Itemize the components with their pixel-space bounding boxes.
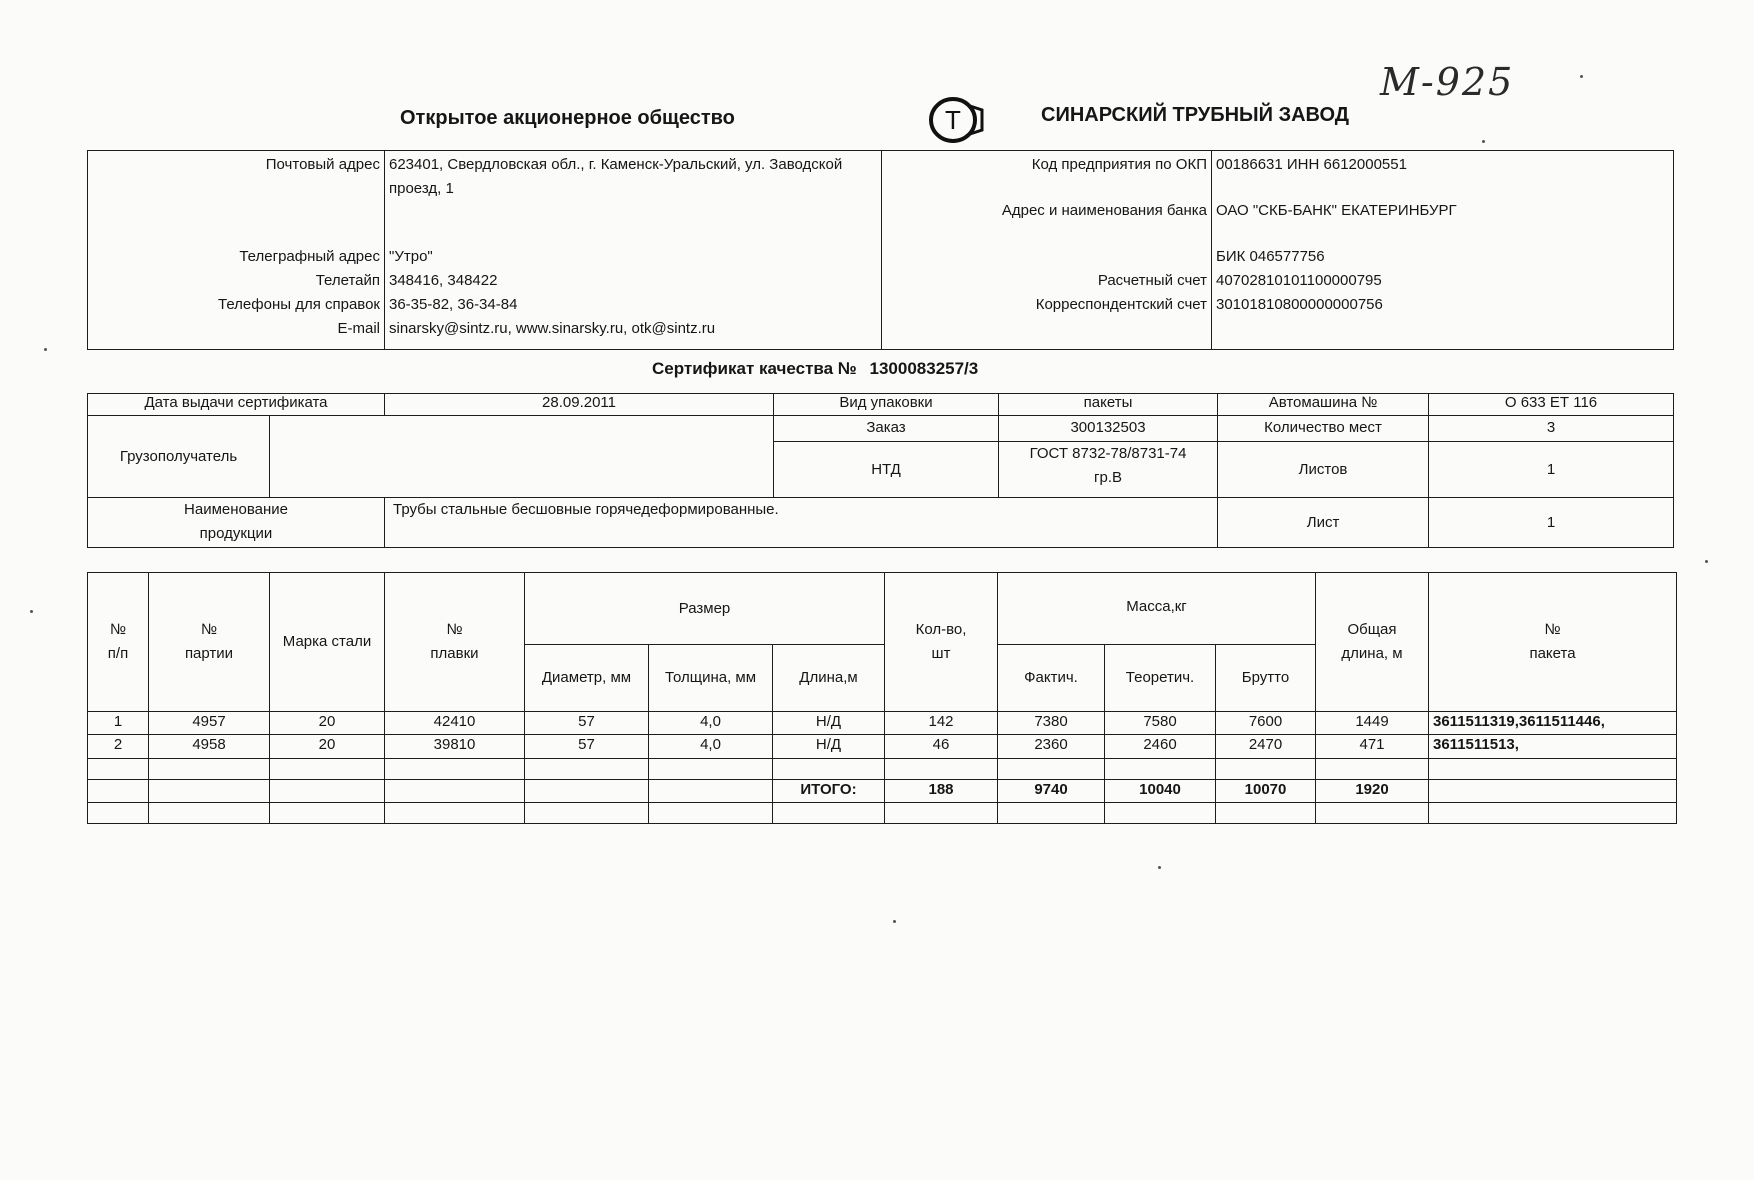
col-diam-header: Диаметр, мм xyxy=(525,644,649,711)
postal-address-label: Почтовый адрес xyxy=(265,156,380,173)
handwritten-note: M-925 xyxy=(1380,60,1515,104)
col-num-text: п/п xyxy=(107,645,129,663)
col-batch-text: партии xyxy=(184,645,234,663)
col-gross-header: Брутто xyxy=(1216,644,1316,711)
requisites-table xyxy=(87,150,1674,350)
cell-batch: 4958 xyxy=(149,735,270,758)
company-form-title: Открытое акционерное общество xyxy=(400,107,735,129)
col-num-sign: № xyxy=(109,621,127,639)
okp-value: 00186631 ИНН 6612000551 xyxy=(1216,156,1407,173)
col-len-header: Длина,м xyxy=(773,644,885,711)
col-pack-text: пакета xyxy=(1529,645,1576,663)
order-label: Заказ xyxy=(774,416,999,442)
total-theor: 10040 xyxy=(1105,779,1216,802)
table-row xyxy=(88,712,1677,735)
scan-speck xyxy=(1482,140,1485,143)
product-label xyxy=(88,498,385,548)
teletype-value: 348416, 348422 xyxy=(389,272,498,289)
sheet-label: Лист xyxy=(1218,498,1429,548)
col-batch-header xyxy=(149,573,270,712)
packaging-label: Вид упаковки xyxy=(774,394,999,416)
account-value: 40702810101100000795 xyxy=(1216,272,1382,289)
company-name: СИНАРСКИЙ ТРУБНЫЙ ЗАВОД xyxy=(1041,104,1350,126)
product-label-line1: Наименование xyxy=(184,501,288,518)
issue-date-value: 28.09.2011 xyxy=(385,394,774,416)
col-thick-header: Толщина, мм xyxy=(649,644,773,711)
logo-letter: Т xyxy=(945,105,961,135)
sheet-value: 1 xyxy=(1429,498,1674,548)
cell-diam: 57 xyxy=(525,735,649,758)
email-label: E-mail xyxy=(337,320,380,337)
ntd-standard: ГОСТ 8732-78/8731-74 xyxy=(1029,445,1187,462)
cell-num: 2 xyxy=(88,735,149,758)
certificate-title-label: Сертификат качества № xyxy=(652,359,857,378)
col-batch-sign: № xyxy=(200,621,218,639)
scan-speck xyxy=(44,348,47,351)
col-num-header xyxy=(88,573,149,712)
cell-len: Н/Д xyxy=(773,735,885,758)
total-gross: 10070 xyxy=(1216,779,1316,802)
table-total-row xyxy=(88,779,1677,802)
requisites-right-values xyxy=(1212,151,1674,350)
col-total-len-header xyxy=(1316,573,1429,712)
col-pack-header xyxy=(1429,573,1677,712)
col-theor-header: Теоретич. xyxy=(1105,644,1216,711)
bank-value: ОАО "СКБ-БАНК" ЕКАТЕРИНБУРГ xyxy=(1216,202,1457,219)
ntd-value xyxy=(999,442,1218,498)
ntd-label: НТД xyxy=(774,442,999,498)
cell-thick: 4,0 xyxy=(649,712,773,735)
product-value: Трубы стальные бесшовные горячедеформированные. xyxy=(385,498,1218,548)
col-pack-sign: № xyxy=(1544,621,1561,639)
cell-len: Н/Д xyxy=(773,712,885,735)
corr-account-label: Корреспондентский счет xyxy=(1035,296,1207,313)
corr-account-value: 30101810800000000756 xyxy=(1216,296,1383,313)
cell-thick: 4,0 xyxy=(649,735,773,758)
email-value: sinarsky@sintz.ru, www.sinarsky.ru, otk@sintz.ru xyxy=(389,320,716,337)
telegraph-label: Телеграфный адрес xyxy=(239,248,380,265)
col-qty-header xyxy=(885,573,998,712)
cell-fact: 7380 xyxy=(998,712,1105,735)
col-total-len-line1: Общая xyxy=(1347,621,1397,639)
teletype-label: Телетайп xyxy=(315,272,380,289)
cell-theor: 2460 xyxy=(1105,735,1216,758)
cell-num: 1 xyxy=(88,712,149,735)
total-label: ИТОГО: xyxy=(773,779,885,802)
ntd-group: гр.В xyxy=(1094,469,1123,486)
col-heat-sign: № xyxy=(446,621,463,639)
products-table xyxy=(87,572,1677,824)
places-label: Количество мест xyxy=(1218,416,1429,442)
cell-diam: 57 xyxy=(525,712,649,735)
cell-grade: 20 xyxy=(270,712,385,735)
col-heat-header xyxy=(385,573,525,712)
packaging-value: пакеты xyxy=(999,394,1218,416)
col-mass-header: Масса,кг xyxy=(998,573,1316,645)
postal-address-value: 623401, Свердловская обл., г. Каменск-Уральский, ул. Заводской проезд, 1 xyxy=(389,156,843,197)
telegraph-value: "Утро" xyxy=(389,248,433,265)
scan-speck xyxy=(1580,75,1583,78)
requisites-left-values xyxy=(385,151,882,350)
col-size-header: Размер xyxy=(525,573,885,645)
bank-label: Адрес и наименования банка xyxy=(1001,202,1207,219)
table-row-empty xyxy=(88,802,1677,823)
certificate-title xyxy=(652,359,978,379)
cell-pack: 3611511513, xyxy=(1429,735,1677,758)
scan-speck xyxy=(30,610,33,613)
cell-total-len: 1449 xyxy=(1316,712,1429,735)
certificate-info-table xyxy=(87,393,1674,548)
truck-value: О 633 ЕТ 116 xyxy=(1429,394,1674,416)
consignee-value xyxy=(270,416,774,498)
cell-total-len: 471 xyxy=(1316,735,1429,758)
order-value: 300132503 xyxy=(999,416,1218,442)
sheets-value: 1 xyxy=(1429,442,1674,498)
cell-batch: 4957 xyxy=(149,712,270,735)
col-heat-text: плавки xyxy=(430,645,479,663)
cell-theor: 7580 xyxy=(1105,712,1216,735)
total-qty: 188 xyxy=(885,779,998,802)
okp-label: Код предприятия по ОКП xyxy=(1031,156,1207,173)
col-grade-header: Марка стали xyxy=(270,573,385,712)
places-value: 3 xyxy=(1429,416,1674,442)
cell-qty: 46 xyxy=(885,735,998,758)
cell-fact: 2360 xyxy=(998,735,1105,758)
cell-heat: 39810 xyxy=(385,735,525,758)
scan-speck xyxy=(1705,560,1708,563)
cell-pack: 3611511319,3611511446, xyxy=(1429,712,1677,735)
consignee-label: Грузополучатель xyxy=(88,416,270,498)
table-row xyxy=(88,735,1677,758)
total-fact: 9740 xyxy=(998,779,1105,802)
cell-qty: 142 xyxy=(885,712,998,735)
requisites-left-labels xyxy=(88,151,385,350)
col-fact-header: Фактич. xyxy=(998,644,1105,711)
product-label-line2: продукции xyxy=(199,525,273,542)
cell-gross: 2470 xyxy=(1216,735,1316,758)
col-qty-line2: шт xyxy=(931,645,951,663)
truck-label: Автомашина № xyxy=(1218,394,1429,416)
sheets-label: Листов xyxy=(1218,442,1429,498)
table-row-empty xyxy=(88,758,1677,779)
issue-date-label: Дата выдачи сертификата xyxy=(88,394,385,416)
phones-value: 36-35-82, 36-34-84 xyxy=(389,296,518,313)
account-label: Расчетный счет xyxy=(1097,272,1207,289)
bik-value: БИК 046577756 xyxy=(1216,248,1325,265)
scan-speck xyxy=(893,920,896,923)
requisites-right-labels xyxy=(882,151,1212,350)
phones-label: Телефоны для справок xyxy=(218,296,380,313)
cell-gross: 7600 xyxy=(1216,712,1316,735)
col-total-len-line2: длина, м xyxy=(1341,645,1403,663)
factory-logo-icon xyxy=(926,96,984,144)
cell-grade: 20 xyxy=(270,735,385,758)
col-qty-line1: Кол-во, xyxy=(915,621,967,639)
certificate-number: 1300083257/3 xyxy=(869,359,979,378)
scan-speck xyxy=(1158,866,1161,869)
cell-heat: 42410 xyxy=(385,712,525,735)
total-length: 1920 xyxy=(1316,779,1429,802)
